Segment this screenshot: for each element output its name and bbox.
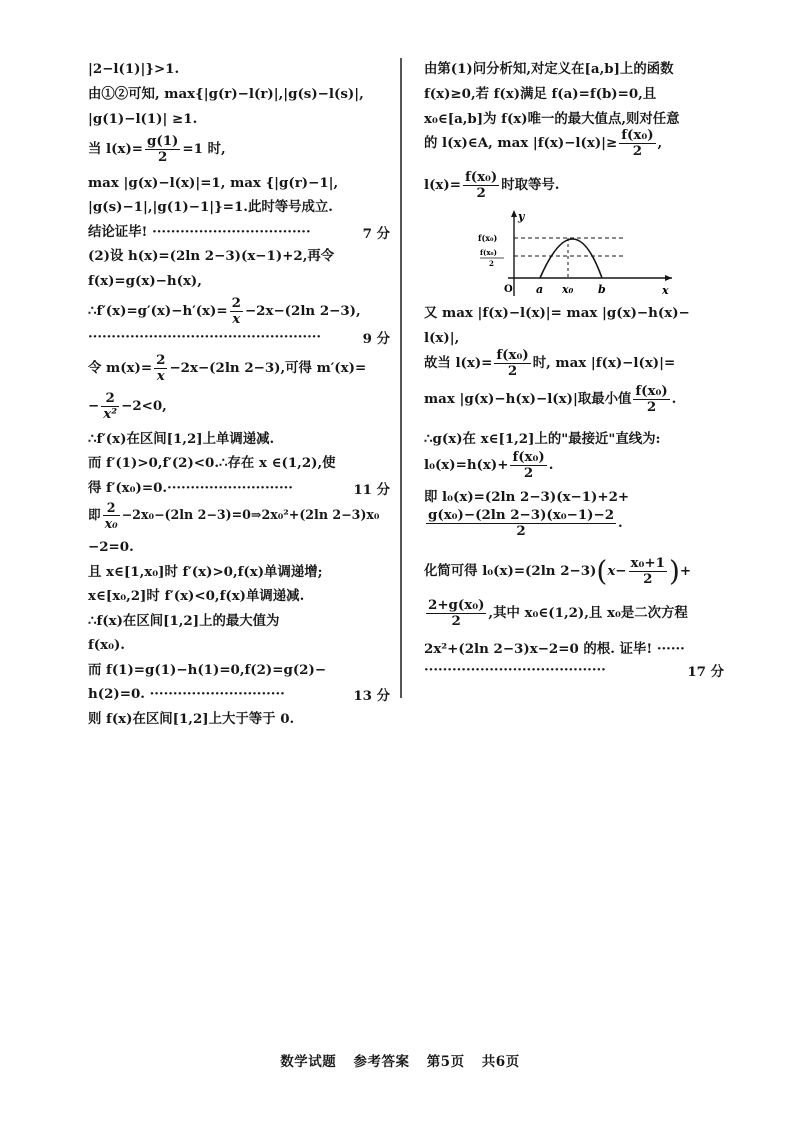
text-line: |g(1)−l(1)| ≥1. [88, 111, 198, 127]
text-line: −2=0. [88, 539, 134, 555]
formula-line: $\frac{\text{2+g(x₀)}}{2}$ ,其中 x₀∈(1,2),且 x₀是二次方程 [428, 597, 688, 629]
text-line: f(x₀). [88, 637, 125, 653]
formula-line: 即 $\frac{2}{\text{x₀}}$ −2x₀−(2ln 2−3)=0⇒2x₀²+(2ln 2−3)x₀ [88, 500, 380, 531]
text-line: 则 f(x)在区间[1,2]上大于等于 0. [88, 711, 295, 727]
footer-answer: 参考答案 [353, 1054, 410, 1070]
paren-open: ( [596, 554, 608, 588]
origin-label: O [504, 284, 513, 295]
a-label: a [536, 283, 544, 296]
y-axis-arrow [511, 210, 517, 217]
fraction: $\frac{g(1)}{2}$ [147, 133, 179, 165]
dotted-leader: ······································· [424, 662, 606, 678]
fraction: $\frac{\text{f(x₀)}}{2}$ [496, 347, 529, 379]
fx0-label: f(x₀) [478, 233, 498, 243]
formula-line: 当 l(x)= $\frac{g(1)}{2}$ =1 时, [88, 133, 226, 165]
text-line: 由第(1)问分析知,对定义在[a,b]上的函数 [424, 61, 674, 77]
formula-line: 化简可得 l₀(x)=(2ln 2−3)(x− $\frac{\text{x₀+1}}{2}$ )+ [424, 554, 692, 588]
formula-line: − $\frac{2}{\text{x²}}$ −2<0, [88, 390, 167, 422]
formula-line: l₀(x)=h(x)+ $\frac{\text{f(x₀)}}{2}$ . [424, 449, 554, 481]
text-line: ∴f(x)在区间[1,2]上的最大值为 [88, 613, 280, 629]
formula-line: $\frac{\text{g(x₀)−(2ln 2−3)(x₀−1)−2}}{2}$ . [428, 507, 623, 539]
page-footer [0, 1050, 800, 1070]
paren-close: ) [668, 554, 680, 588]
text-line: (2)设 h(x)=(2ln 2−3)(x−1)+2,再令 [88, 248, 335, 264]
text-line: f(x)=g(x)−h(x), [88, 273, 202, 289]
dotted-leader: ·················································· [88, 329, 322, 345]
x0-label: x₀ [562, 283, 574, 296]
formula-line: 的 l(x)∈A, max |f(x)−l(x)|≥ $\frac{\text{f(x₀)}}{2}$ , [424, 127, 663, 159]
formula-line: 令 m(x)= $\frac{2}{x}$ −2x−(2ln 2−3),可得 m′(x)= [88, 352, 367, 384]
score-mark: 13 分 [353, 688, 390, 704]
text-line: h(2)=0. ····························· [88, 686, 285, 702]
formula-line: l(x)= $\frac{\text{f(x₀)}}{2}$ 时取等号. [424, 169, 560, 201]
text-line: 而 f′(1)>0,f′(2)<0.∴存在 x ∈(1,2),使 [88, 455, 336, 471]
x-axis-arrow [665, 275, 672, 281]
text-line: x∈[x₀,2]时 f′(x)<0,f(x)单调递减. [88, 588, 305, 604]
fraction: $\frac{\text{2+g(x₀)}}{2}$ [428, 597, 485, 629]
text-line: f(x)≥0,若 f(x)满足 f(a)=f(b)=0,且 [424, 86, 657, 102]
fraction: $\frac{2}{\text{x₀}}$ [104, 500, 118, 531]
text-line: x₀∈[a,b]为 f(x)唯一的最大值点,则对任意 [424, 111, 680, 127]
column-divider [400, 58, 402, 698]
text-line: 即 l₀(x)=(2ln 2−3)(x−1)+2+ [424, 489, 630, 505]
fraction: $\frac{\text{f(x₀)}}{2}$ [635, 383, 668, 415]
text-line: 而 f(1)=g(1)−h(1)=0,f(2)=g(2)− [88, 662, 327, 678]
formula-line: ∴f′(x)=g′(x)−h′(x)= $\frac{2}{x}$ −2x−(2ln 2−3), [88, 295, 361, 327]
fraction: $\frac{\text{f(x₀)}}{2}$ [464, 169, 498, 201]
text-line: 又 max |f(x)−l(x)|= max |g(x)−h(x)− [424, 305, 690, 321]
fraction: $\frac{\text{f(x₀)}}{2}$ [621, 127, 654, 159]
fraction: $\frac{2}{x}$ [156, 352, 166, 384]
score-mark: 11 分 [353, 482, 390, 498]
fraction: $\frac{\text{f(x₀)}}{2}$ [512, 449, 545, 481]
formula-line: 故当 l(x)= $\frac{\text{f(x₀)}}{2}$ 时, max |f(x)−l(x)|= [424, 347, 676, 379]
b-label: b [598, 283, 606, 296]
half-label-den: 2 [489, 259, 494, 268]
text-line: 得 f′(x₀)=0.··························· [88, 480, 293, 496]
fraction: $\frac{\text{x₀+1}}{2}$ [630, 555, 665, 587]
footer-page: 第5页 [426, 1054, 465, 1070]
text-line: 且 x∈[1,x₀]时 f′(x)>0,f(x)单调递增; [88, 564, 323, 580]
fraction: $\frac{\text{g(x₀)−(2ln 2−3)(x₀−1)−2}}{2}$ [428, 507, 615, 539]
text-line: 2x²+(2ln 2−3)x−2=0 的根. 证毕! ······ [424, 641, 685, 657]
function-graph [476, 208, 676, 298]
footer-total: 共6页 [481, 1054, 520, 1070]
formula-line: max |g(x)−h(x)−l(x)|取最小值 $\frac{\text{f(x₀)}}{2}$ . [424, 383, 677, 415]
text-line: 结论证毕! ·································· [88, 224, 311, 240]
text-line: ∴g(x)在 x∈[1,2]上的"最接近"直线为: [424, 431, 661, 447]
fraction: $\frac{2}{x}$ [231, 295, 241, 327]
footer-subject: 数学试题 [280, 1054, 337, 1070]
curve-fx [540, 239, 602, 278]
text-line: ∴f′(x)在区间[1,2]上单调递减. [88, 431, 275, 447]
text-line: max |g(x)−l(x)|=1, max {|g(r)−1|, [88, 175, 339, 191]
fraction: $\frac{2}{\text{x²}}$ [103, 390, 118, 422]
text-line: |g(s)−1|,|g(1)−1|}=1.此时等号成立. [88, 199, 333, 215]
score-mark: 17 分 [687, 664, 724, 680]
text-line: l(x)|, [424, 330, 460, 346]
text-line: |2−l(1)|}>1. [88, 61, 180, 77]
half-label-num: f(x₀) [480, 248, 497, 257]
score-mark: 9 分 [362, 331, 390, 347]
x-label: x [662, 284, 669, 297]
y-label: y [518, 210, 525, 223]
text-line: 由①②可知, max{|g(r)−l(r)|,|g(s)−l(s)|, [88, 86, 364, 102]
score-mark: 7 分 [362, 226, 390, 242]
